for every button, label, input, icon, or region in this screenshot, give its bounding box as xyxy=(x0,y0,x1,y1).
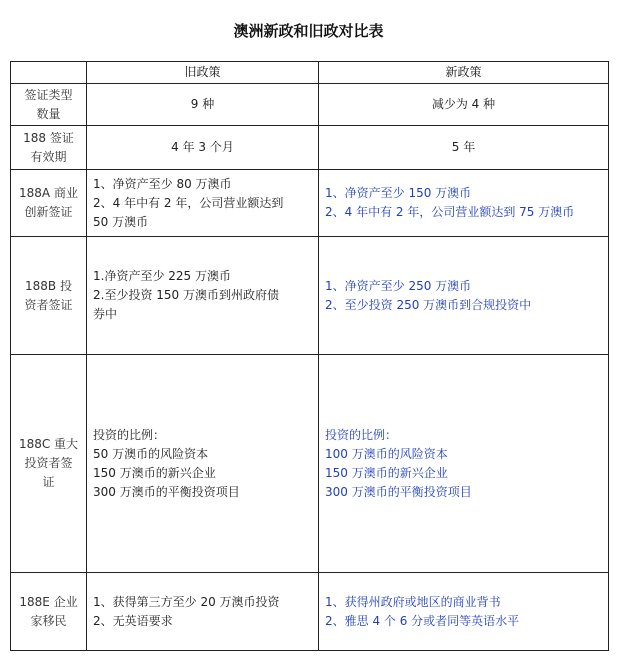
old-188a-requirements xyxy=(87,170,319,237)
new-validity-value: 5 年 xyxy=(319,126,609,170)
table-row-188e xyxy=(11,573,609,651)
requirement-line: 券中 xyxy=(93,307,118,321)
requirement-line: 2、4 年中有 2 年，公司营业额达到 75 万澳币 xyxy=(325,205,575,219)
requirement-line: 100 万澳币的风险资本 xyxy=(325,446,448,461)
comparison-table xyxy=(10,61,609,651)
header-row xyxy=(11,62,609,84)
requirement-line: 150 万澳币的新兴企业 xyxy=(93,465,216,480)
row-label-188a xyxy=(11,170,87,237)
requirement-line: 1、净资产至少 150 万澳币 xyxy=(325,186,472,200)
row-label-line: 签证类型 xyxy=(24,87,73,102)
row-label-line: 188C 重大 xyxy=(18,437,79,451)
table-row-188a xyxy=(11,170,609,237)
table-row-visa-types xyxy=(11,84,609,126)
row-label-188b xyxy=(11,237,87,355)
header-new-policy: 新政策 xyxy=(319,62,609,84)
row-label-line: 投资者签 xyxy=(24,456,73,470)
row-label-line: 数量 xyxy=(36,106,61,121)
requirement-line: 50 万澳币 xyxy=(93,214,149,229)
old-188c-requirements xyxy=(87,355,319,573)
requirement-line: 2、至少投资 250 万澳币到合规投资中 xyxy=(325,297,532,312)
table-row-validity xyxy=(11,126,609,170)
table-row-188b xyxy=(11,237,609,355)
row-label-line: 有效期 xyxy=(30,149,67,164)
requirement-line: 1、净资产至少 80 万澳币 xyxy=(93,176,232,191)
new-188c-requirements xyxy=(319,355,609,573)
requirement-line: 150 万澳币的新兴企业 xyxy=(325,465,448,480)
row-label-line: 188E 企业 xyxy=(19,594,78,609)
requirement-line: 50 万澳币的风险资本 xyxy=(93,446,209,461)
requirement-line: 投资的比例： xyxy=(325,427,398,442)
requirement-line: 2、雅思 4 个 6 分或者同等英语水平 xyxy=(325,613,520,628)
requirement-line: 1.净资产至少 225 万澳币 xyxy=(93,269,231,283)
page-title: 澳洲新政和旧政对比表 xyxy=(233,22,384,40)
requirement-line: 300 万澳币的平衡投资项目 xyxy=(325,484,472,499)
row-label-188c xyxy=(11,355,87,573)
requirement-line: 投资的比例： xyxy=(93,427,166,442)
row-label-line: 188 签证 xyxy=(23,130,74,145)
row-label-line: 创新签证 xyxy=(24,205,73,219)
old-188e-requirements xyxy=(87,573,319,651)
requirement-line: 2.至少投资 150 万澳币到州政府债 xyxy=(93,288,279,302)
requirement-line: 2、无英语要求 xyxy=(93,613,173,628)
row-label-validity xyxy=(11,126,87,170)
row-label-line: 188B 投 xyxy=(25,278,72,293)
header-old-policy: 旧政策 xyxy=(87,62,319,84)
old-visa-types-count: 9 种 xyxy=(87,84,319,126)
old-validity-value: 4 年 3 个月 xyxy=(87,126,319,170)
new-188e-requirements xyxy=(319,573,609,651)
requirement-line: 300 万澳币的平衡投资项目 xyxy=(93,484,240,499)
row-label-line: 188A 商业 xyxy=(19,186,78,200)
table-row-188c xyxy=(11,355,609,573)
new-188a-requirements xyxy=(319,170,609,237)
header-blank-cell xyxy=(11,62,87,84)
requirement-line: 1、净资产至少 250 万澳币 xyxy=(325,278,472,293)
row-label-line: 资者签证 xyxy=(24,297,73,312)
requirement-line: 1、获得州政府或地区的商业背书 xyxy=(325,594,501,609)
requirement-line: 2、4 年中有 2 年，公司营业额达到 xyxy=(93,195,284,210)
row-label-line: 家移民 xyxy=(30,613,67,628)
new-visa-types-count: 减少为 4 种 xyxy=(319,84,609,126)
row-label-visa-types xyxy=(11,84,87,126)
new-188b-requirements xyxy=(319,237,609,355)
row-label-line: 证 xyxy=(42,475,55,489)
requirement-line: 1、获得第三方至少 20 万澳币投资 xyxy=(93,594,280,609)
row-label-188e xyxy=(11,573,87,651)
old-188b-requirements xyxy=(87,237,319,355)
